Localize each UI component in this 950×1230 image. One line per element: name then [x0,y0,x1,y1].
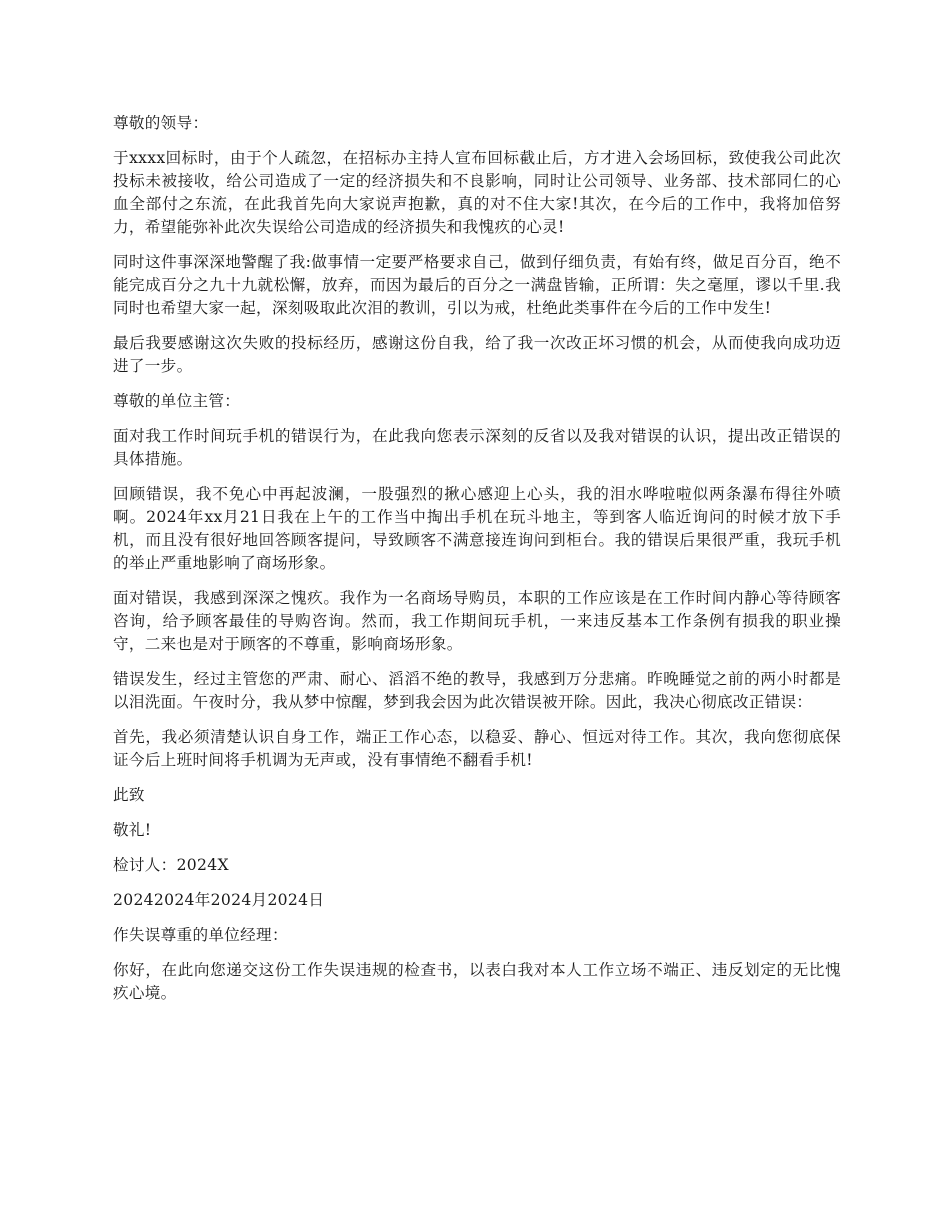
signature-line: 检讨人：2024X [113,856,229,874]
paragraph-apology-bid: 于xxxx回标时，由于个人疏忽，在招标办主持人宣布回标截止后，方才进入会场回标，致使我公司此次投标未被接收，给公司造成了一定的经济损失和不良影响，同时让公司领导、业务部、技术部同仁的心血全部付之东流，在此我首先向大家说声抱歉，真的对不住大家!其次，在今后的工作中，我将加倍努力，希望能弥补此次失误给公司造成的经济损失和我愧疚的心灵! [113,149,841,236]
closing-jingli: 敬礼! [113,821,152,839]
paragraph-resolve: 错误发生，经过主管您的严肃、耐心、滔滔不绝的教导，我感到万分悲痛。昨晚睡觉之前的两小时都是以泪洗面。午夜时分，我从梦中惊醒，梦到我会因为此次错误被开除。因此，我决心彻底改正错误： [113,670,841,711]
salutation-supervisor: 尊敬的单位主管： [113,392,241,410]
document-body [113,112,841,1017]
date-line: 20242024年2024月2024日 [113,891,325,909]
paragraph-lesson: 同时这件事深深地警醒了我:做事情一定要严格要求自己，做到仔细负责，有始有终，做足百分百，绝不能完成百分之九十九就松懈，放弃，而因为最后的百分之一满盘皆输，正所谓：失之毫厘，谬以千里.我同时也希望大家一起，深刻吸取此次泪的教训，引以为戒，杜绝此类事件在今后的工作中发生! [113,253,841,317]
paragraph-thanks: 最后我要感谢这次失败的投标经历，感谢这份自我，给了我一次改正坏习惯的机会，从而使我向成功迈进了一步。 [113,334,841,375]
paragraph-reflection: 面对我工作时间玩手机的错误行为，在此我向您表示深刻的反省以及我对错误的认识，提出改正错误的具体措施。 [113,427,841,468]
paragraph-review: 回顾错误，我不免心中再起波澜，一股强烈的揪心感迎上心头，我的泪水哗啦啦似两条瀑布得往外喷啊。2024年xx月21日我在上午的工作当中掏出手机在玩斗地主，等到客人临近询问的时候才放下手机，而且没有很好地回答顾客提问，导致顾客不满意接连询问到柜台。我的错误后果很严重，我玩手机的举止严重地影响了商场形象。 [113,485,841,572]
paragraph-intro: 你好，在此向您递交这份工作失误违规的检查书，以表白我对本人工作立场不端正、违反划定的无比愧疚心境。 [113,961,841,1002]
paragraph-guilt: 面对错误，我感到深深之愧疚。我作为一名商场导购员，本职的工作应该是在工作时间内静心等待顾客咨询，给予顾客最佳的导购咨询。然而，我工作期间玩手机，一来违反基本工作条例有损我的职业操守，二来也是对于顾客的不尊重，影响商场形象。 [113,589,841,653]
closing-cizhi: 此致 [113,786,145,804]
paragraph-measures: 首先，我必须清楚认识自身工作，端正工作心态，以稳妥、静心、恒远对待工作。其次，我向您彻底保证今后上班时间将手机调为无声或，没有事情绝不翻看手机! [113,728,841,769]
salutation-leader: 尊敬的领导： [113,114,209,132]
salutation-manager: 作失误尊重的单位经理： [113,926,288,944]
